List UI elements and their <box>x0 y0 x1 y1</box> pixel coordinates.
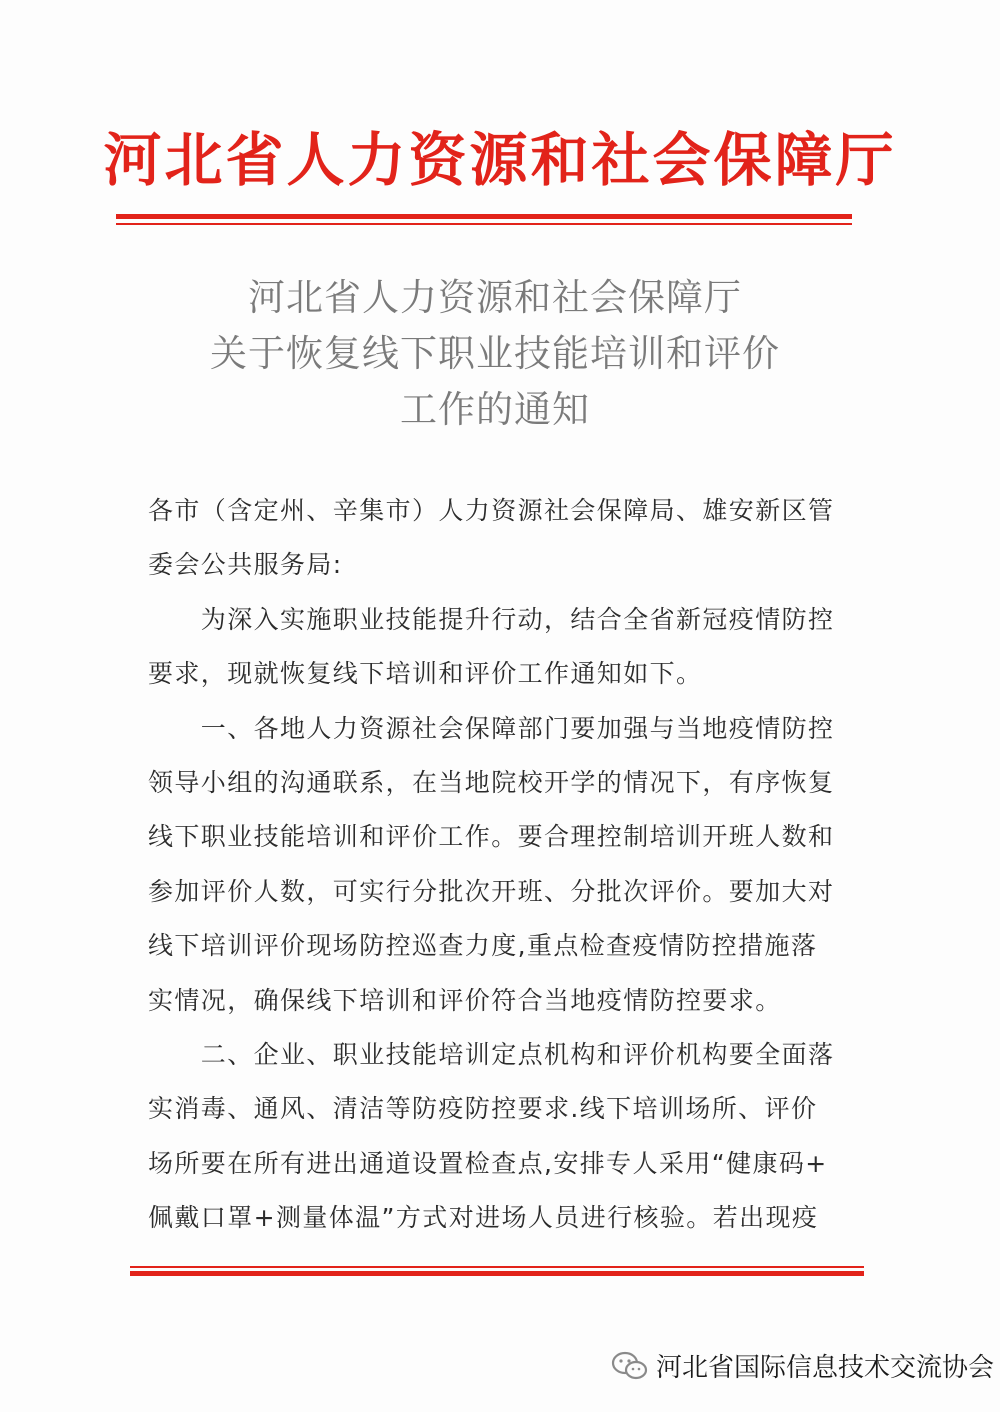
body-line: 线下培训评价现场防控巡查力度,重点检查疫情防控措施落 <box>148 931 818 961</box>
body-line: 二、企业、职业技能培训定点机构和评价机构要全面落 <box>148 1039 835 1069</box>
body-line: 佩戴口罩+测量体温”方式对进场人员进行核验。若出现疫 <box>148 1203 819 1233</box>
wechat-icon <box>610 1349 650 1383</box>
document-title <box>0 270 990 438</box>
body-line: 要求，现就恢复线下培训和评价工作通知如下。 <box>148 659 703 689</box>
body-line: 实情况，确保线下培训和评价符合当地疫情防控要求。 <box>148 985 782 1015</box>
body-line: 一、各地人力资源社会保障部门要加强与当地疫情防控 <box>148 713 835 743</box>
body-line: 委会公共服务局: <box>148 550 343 580</box>
title-line-2: 关于恢复线下职业技能培训和评价 <box>210 332 780 375</box>
body-line: 领导小组的沟通联系，在当地院校开学的情况下，有序恢复 <box>148 767 835 797</box>
watermark-text: 河北省国际信息技术交流协会 <box>656 1353 995 1383</box>
body-line: 参加评价人数，可实行分批次开班、分批次评价。要加大对 <box>148 876 835 906</box>
issuer-masthead: 河北省人力资源和社会保障厅 <box>103 126 897 194</box>
body-line: 线下职业技能培训和评价工作。要合理控制培训开班人数和 <box>148 822 835 852</box>
body-line: 实消毒、通风、清洁等防疫防控要求.线下培训场所、评价 <box>148 1094 818 1124</box>
footer-red-rule-thin <box>130 1266 864 1268</box>
account-watermark <box>610 1347 994 1384</box>
header-red-rule-thin <box>116 223 852 225</box>
footer-red-rule-thick <box>130 1271 864 1276</box>
body-line: 各市（含定州、辛集市）人力资源社会保障局、雄安新区管 <box>148 496 835 525</box>
body-line: 场所要在所有进出通道设置检查点,安排专人采用“健康码+ <box>148 1148 828 1178</box>
title-line-1: 河北省人力资源和社会保障厅 <box>248 276 742 319</box>
title-line-3: 工作的通知 <box>400 388 590 431</box>
header-red-rule-thick <box>116 214 852 219</box>
body-line: 为深入实施职业技能提升行动，结合全省新冠疫情防控 <box>148 604 835 634</box>
document-body <box>148 484 848 1245</box>
